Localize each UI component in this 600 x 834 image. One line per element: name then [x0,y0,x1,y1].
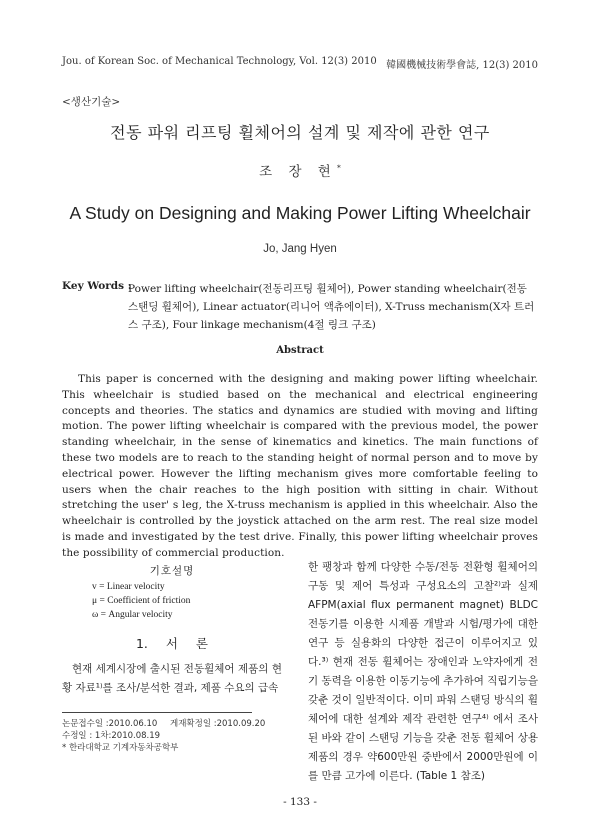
author-english: Jo, Jang Hyen [263,243,337,255]
footnote-affiliation: * 한라대학교 기계자동차공학부 [62,743,179,753]
author-korean [0,160,600,180]
journal-header-left: Jou. of Korean Soc. of Mechanical Technology, Vol. 12(3) 2010 [62,56,377,67]
title-korean: 전동 파워 리프팅 휠체어의 설계 및 제작에 관한 연구 [110,123,490,142]
abstract-title: Abstract [276,345,324,356]
keywords-text: Power lifting wheelchair(전동리프팅 휠체어), Power standing wheelchair(전동 스탠딩 휠체어), Linear actuator(리니어 액츄에이터), X-Truss mechanism(X자 트러스 구조), Four linkage mechanism(4절 링크 구조) [128,283,535,331]
footnote-rule [62,712,252,713]
footnote-revised: 수정일 : 1차:2010.08.19 [62,731,161,741]
nomenclature-item: v = Linear velocity [92,582,165,592]
keywords-label: Key Words : [62,280,132,292]
nomenclature-title: 기호설명 [149,565,195,577]
author-korean-name: 조 장 현 [259,164,337,180]
page-number: - 133 - [283,796,317,808]
abstract-body: This paper is concerned with the designing and making power lifting wheelchair. This wheelchair is studied based on the mechanical and electrical engineering concepts and theories. The statics and dynamics are studied with moving and lifting motion. The power lifting wheelchair is compared with the previous model, the power standing wheelchair, in the sense of kinematics and kinetics. The main functions of these two models are to reach to the standing height of normal person and to move by electrical power. However the lifting mechanism gives more comfortable feeling to users when the chair reaches to the high position with sitting in chair. Without stretching the user' s leg, the X-truss mechanism is applied in this wheelchair. Also the wheelchair is controlled by the joystick attached on the arm rest. The real size model is made and investigated by the test drive. Finally, this power lifting wheelchair proves the possibility of commercial production. [62,373,538,559]
nomenclature-item: μ = Coefficient of friction [92,596,191,606]
introduction-body-right: 한 팽창과 함께 다양한 수동/전동 전환형 휠체어의 구동 및 제어 특성과 구성요소의 고찰²⁾과 실제 AFPM(axial flux permanent magnet) BLDC 전동기를 이용한 시제품 개발과 시험/평가에 대한 연구 등 실용화의 다양한 접근이 이루어지고 있다.³⁾ 현재 전동 휠체어는 장애인과 노약자에게 전기 동력을 이용한 이동기능에 추가하여 직립기능을 갖춘 것이 일반적이다. 이미 파워 스탠딩 방식의 휠체어에 대한 설계와 제작 관련한 연구⁴⁾ 에서 조사된 바와 같이 스탠딩 기능을 갖춘 전동 휠체어 상용제품의 경우 약600만원 중반에서 2000만원에 이를 만큼 고가에 이른다. (Table 1 참조) [308,561,538,782]
nomenclature-item: ω = Angular velocity [92,610,173,620]
section-heading-introduction: 1. 서 론 [135,636,209,651]
introduction-body-left: 현재 세계시장에 출시된 전동휠체어 제품의 현황 자료¹⁾를 조사/분석한 결과, 제품 수요의 급속 [62,663,282,694]
journal-header-right: 韓國機械技術學會誌, 12(3) 2010 [386,60,538,71]
footnote-received: 논문접수일 :2010.06.10 [62,719,158,729]
section-tag: <생산기술> [62,96,121,108]
footnote-accepted: 게재확정일 :2010.09.20 [170,719,266,729]
author-mark: * [336,163,341,173]
title-english: A Study on Designing and Making Power Lifting Wheelchair [69,203,531,223]
